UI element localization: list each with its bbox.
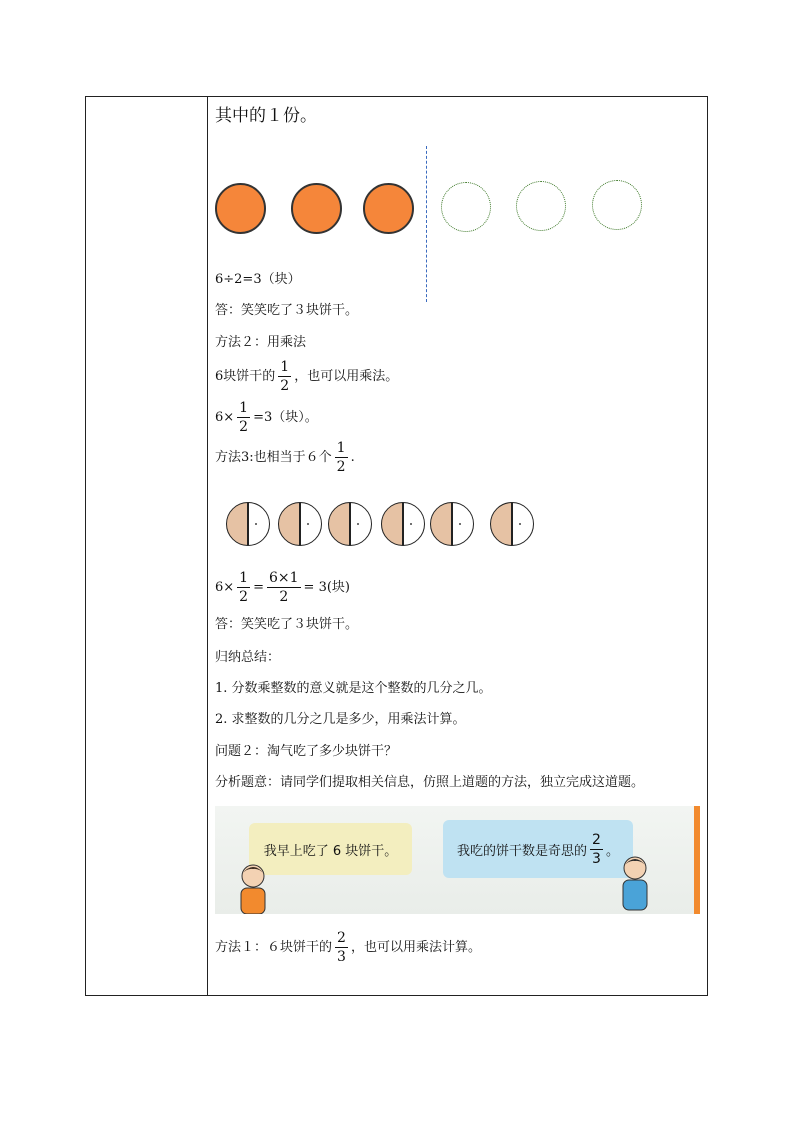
- answer-line-2: 答：笑笑吃了３块饼干。: [215, 617, 359, 632]
- text: =3（块）。: [253, 410, 318, 425]
- half-shaded-circle: [226, 502, 270, 546]
- photo-edge: [694, 806, 700, 914]
- fraction-one-half: [335, 441, 348, 474]
- fraction-one-half: [278, 360, 291, 393]
- denominator: 2: [279, 589, 289, 605]
- empty-circle: [441, 182, 491, 232]
- intro-line: 其中的１份。: [215, 106, 317, 126]
- fraction-one-half: [237, 401, 250, 434]
- summary-item-2: 2. 求整数的几分之几是多少，用乘法计算。: [215, 712, 466, 727]
- question-2: 问题２：淘气吃了多少块饼干？: [215, 744, 398, 759]
- empty-circle: [592, 180, 642, 230]
- denominator: 3: [337, 949, 346, 965]
- summary-title: 归纳总结：: [215, 650, 281, 665]
- fraction-two-thirds: [335, 931, 348, 964]
- text: ，也可以用乘法。: [294, 369, 399, 384]
- dashed-divider: [426, 146, 427, 302]
- method3-calc: [215, 571, 350, 604]
- text: = 3(块): [303, 580, 350, 595]
- half-shaded-circle: [381, 502, 425, 546]
- half-shaded-circle: [430, 502, 474, 546]
- denominator: 2: [280, 378, 290, 394]
- numerator: 6×1: [269, 570, 299, 586]
- method2-text: [215, 360, 398, 393]
- textbook-photo: [215, 806, 700, 914]
- text: 6×: [215, 580, 235, 595]
- empty-circle: [516, 181, 566, 231]
- filled-circle: [363, 183, 414, 234]
- numerator: 1: [280, 359, 290, 375]
- numerator: 2: [337, 930, 346, 946]
- text: 6块饼干的: [215, 369, 276, 384]
- column-divider: [207, 97, 208, 995]
- method2-calc: [215, 401, 318, 434]
- calc-line-1: 6÷2=3（块）: [215, 272, 301, 287]
- text: ，也可以用乘法计算。: [350, 940, 481, 955]
- method2-title: 方法２：用乘法: [215, 335, 307, 350]
- numerator: 1: [336, 440, 346, 456]
- boy-right-illustration: [615, 854, 655, 914]
- half-shaded-circle: [278, 502, 322, 546]
- text: .: [350, 450, 355, 465]
- boy-left-illustration: [233, 862, 273, 914]
- text: 方法3:也相当于６个: [215, 450, 332, 465]
- text: 6×: [215, 410, 235, 425]
- denominator: 2: [239, 419, 249, 435]
- summary-item-1: 1. 分数乘整数的意义就是这个整数的几分之几。: [215, 681, 492, 696]
- half-shaded-circle: [490, 502, 534, 546]
- fraction-one-half: [237, 571, 250, 604]
- text: 。: [605, 843, 619, 859]
- answer-line-1: 答：笑笑吃了３块饼干。: [215, 303, 359, 318]
- filled-circle: [291, 183, 342, 234]
- text: 我吃的饼干数是奇思的: [457, 843, 588, 859]
- speech-bubble-right: [443, 820, 633, 878]
- denominator: 2: [239, 589, 249, 605]
- fraction-two-thirds: [590, 833, 603, 866]
- filled-circle: [215, 183, 266, 234]
- text: 方法１：６块饼干的: [215, 940, 333, 955]
- numerator: 1: [239, 400, 249, 416]
- method1-line: [215, 931, 481, 964]
- text: =: [253, 580, 264, 595]
- numerator: 2: [592, 831, 601, 848]
- speech-bubble-left: 我早上吃了 6 块饼干。: [249, 823, 412, 875]
- analysis-line: 分析题意：请同学们提取相关信息，仿照上道题的方法，独立完成这道题。: [215, 775, 645, 790]
- denominator: 3: [592, 850, 601, 867]
- fraction-product: [267, 571, 301, 604]
- half-shaded-circle: [328, 502, 372, 546]
- numerator: 1: [239, 570, 249, 586]
- denominator: 2: [336, 459, 346, 475]
- method3-title: [215, 441, 355, 474]
